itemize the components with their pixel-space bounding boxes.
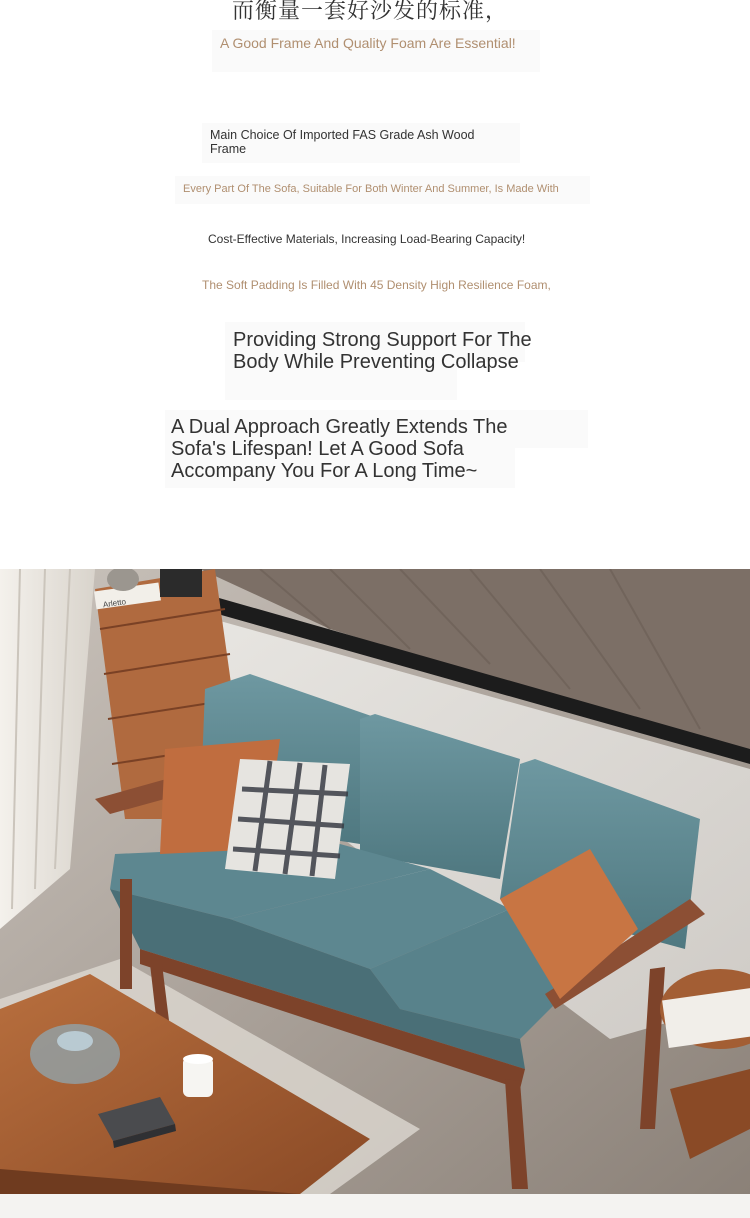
every-part-caption: Every Part Of The Sofa, Suitable For Both Winter And Summer, Is Made With [183,183,559,195]
book-label: Arletto [102,597,127,610]
dual-approach-heading: A Dual Approach Greatly Extends The Sofa's Lifespan! Let A Good Sofa Accompany You For A Long Time~ [171,416,508,482]
frame-caption: Main Choice Of Imported FAS Grade Ash Wood Frame [210,128,475,156]
chinese-heading: 而衡量一套好沙发的标准， [232,0,509,23]
support-heading: Providing Strong Support For The Body While Preventing Collapse [233,329,532,373]
sofa-product-photo [0,569,750,1194]
cost-caption: Cost-Effective Materials, Increasing Load-Bearing Capacity! [208,232,526,246]
essential-caption: A Good Frame And Quality Foam Are Essential! [220,35,516,51]
bottom-band [0,1194,750,1218]
padding-caption: The Soft Padding Is Filled With 45 Density High Resilience Foam, [202,278,551,292]
